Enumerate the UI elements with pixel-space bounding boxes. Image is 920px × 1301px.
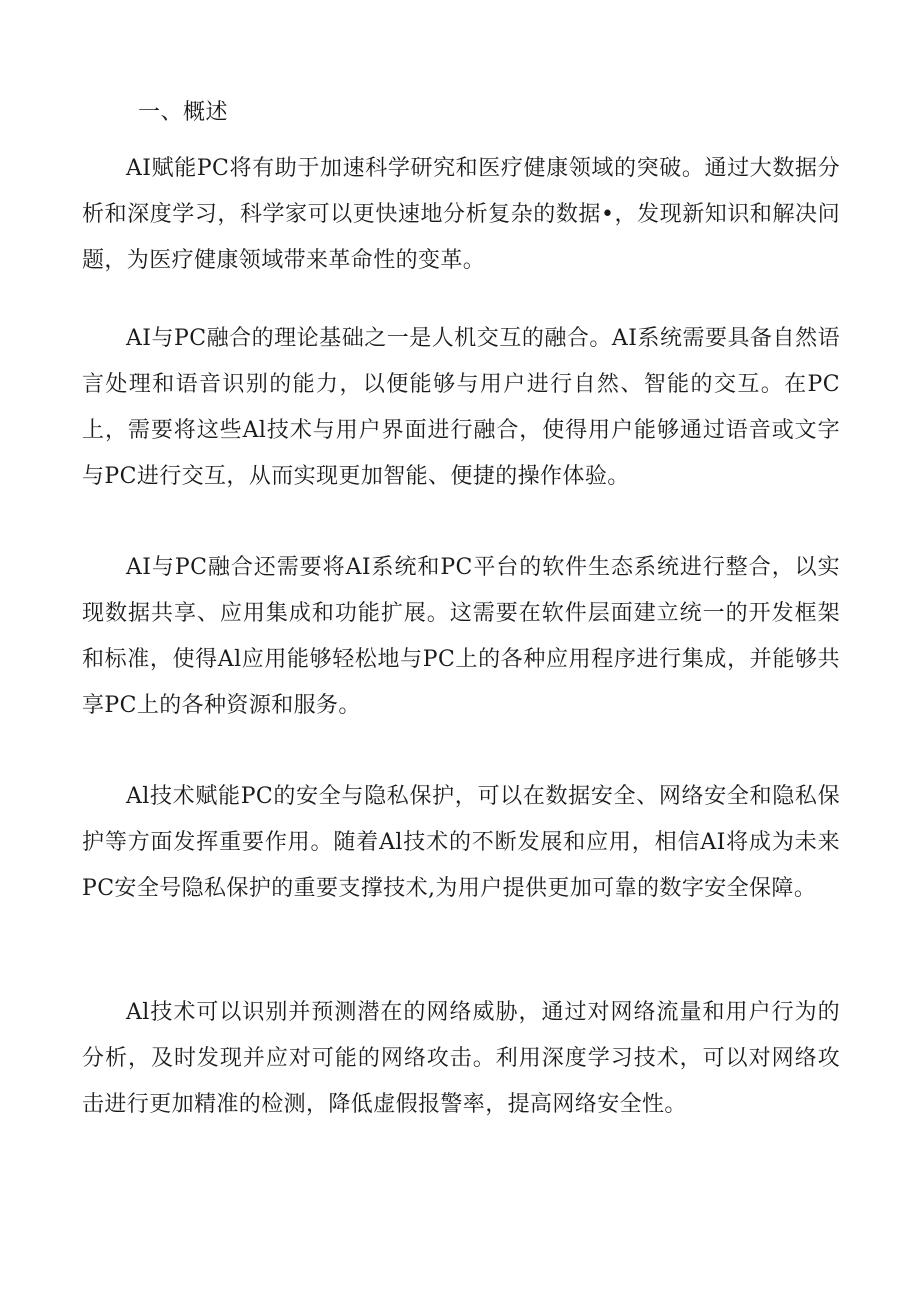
paragraph-security-privacy: Al技术赋能PC的安全与隐私保护，可以在数据安全、网络安全和隐私保护等方面发挥重要作用。随着Al技术的不断发展和应用，相信AI将成为未来PC安全号隐私保护的重要支撑技术,为用户提供更加可靠的数字安全保障。 <box>82 784 840 901</box>
section-heading: 一、概述 <box>138 100 229 125</box>
paragraph-ai-science: AI赋能PC将有助于加速科学研究和医疗健康领域的突破。通过大数据分析和深度学习，科学家可以更快速地分析复杂的数据•，发现新知识和解决问题，为医疗健康领域带来革命性的变革。 <box>82 156 840 273</box>
paragraph-software-ecosystem: AI与PC融合还需要将AI系统和PC平台的软件生态系统进行整合，以实现数据共享、应用集成和功能扩展。这需要在软件层面建立统一的开发框架和标准，使得Al应用能够轻松地与PC上的各种应用程序进行集成，并能够共享PC上的各种资源和服务。 <box>82 555 840 718</box>
paragraph-human-computer-interaction: AI与PC融合的理论基础之一是人机交互的融合。AI系统需要具备自然语言处理和语音识别的能力，以便能够与用户进行自然、智能的交互。在PC上，需要将这些Al技术与用户界面进行融合，使得用户能够通过语音或文字与PC进行交互，从而实现更加智能、便捷的操作体验。 <box>82 326 840 489</box>
paragraph-threat-detection: Al技术可以识别并预测潜在的网络威胁，通过对网络流量和用户行为的分析，及时发现并应对可能的网络攻击。利用深度学习技术，可以对网络攻击进行更加精准的检测，降低虚假报警率，提高网络安全性。 <box>82 1000 840 1117</box>
